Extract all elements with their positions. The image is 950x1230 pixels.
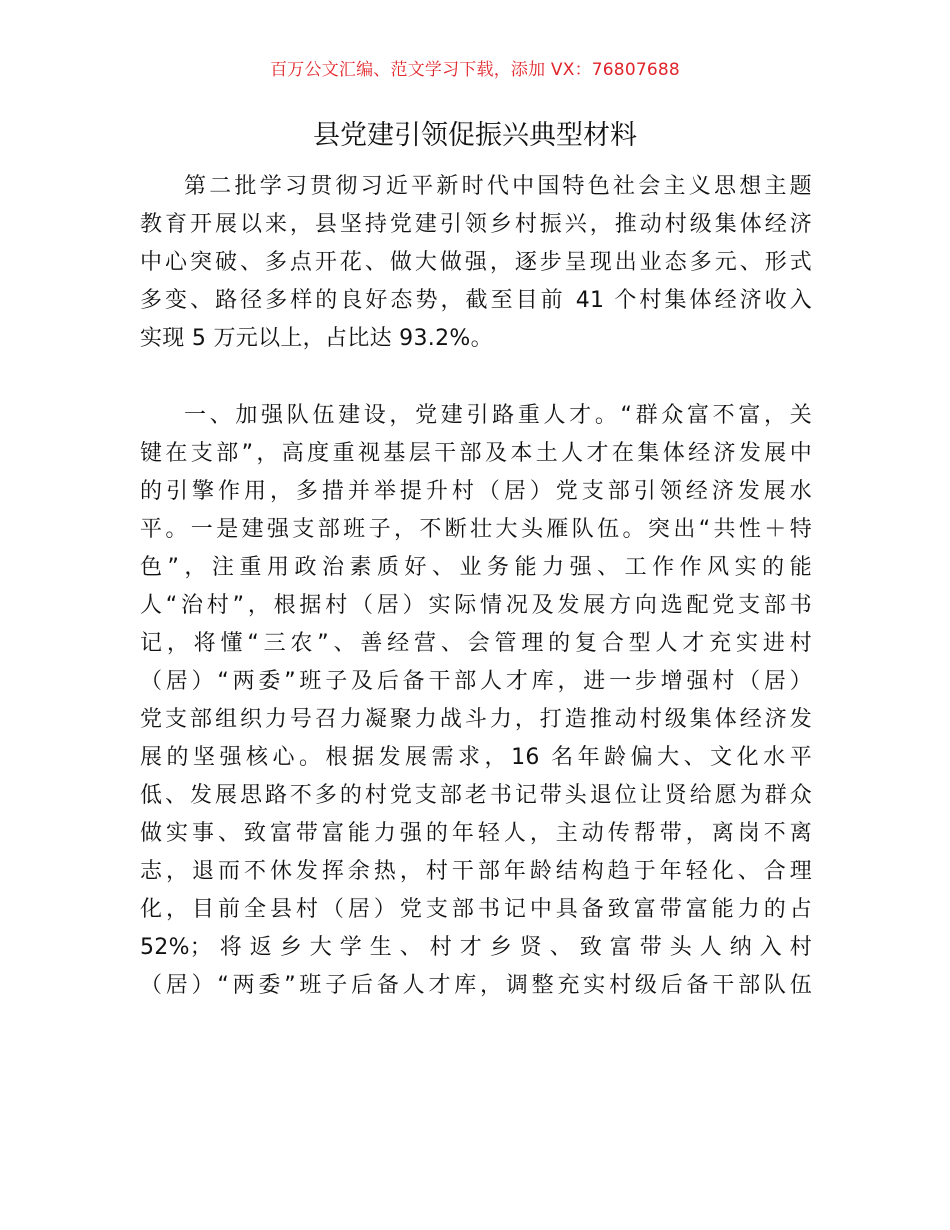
document-title: 县党建引领促振兴典型材料 (313, 120, 637, 151)
text-line: 平。一是建强支部班子，不断壮大头雁队伍。突出“共性＋特 (140, 517, 812, 542)
text-line: 低、发展思路不多的村党支部老书记带头退位让贤给愿为群众 (140, 783, 812, 808)
text-line: 做实事、致富带富能力强的年轻人，主动传帮带，离岗不离 (140, 821, 812, 846)
watermark-header: 百万公文汇编、范文学习下载，添加 VX：76807688 (270, 60, 680, 80)
paragraph-section-one (140, 397, 812, 1005)
text-line: 志，退而不休发挥余热，村干部年龄结构趋于年轻化、合理 (140, 859, 812, 884)
text-line: （居）“两委”班子后备人才库，调整充实村级后备干部队伍 (140, 973, 812, 998)
text-line: 展的坚强核心。根据发展需求，16 名年龄偏大、文化水平 (140, 745, 812, 770)
text-line: 中心突破、多点开花、做大做强，逐步呈现出业态多元、形式 (140, 250, 812, 275)
text-line: 记，将懂“三农”、善经营、会管理的复合型人才充实进村 (140, 631, 812, 656)
text-line: 色”，注重用政治素质好、业务能力强、工作作风实的能 (140, 555, 812, 580)
text-line: 教育开展以来，县坚持党建引领乡村振兴，推动村级集体经济 (140, 212, 812, 237)
text-line: 第二批学习贯彻习近平新时代中国特色社会主义思想主题 (184, 174, 812, 199)
text-line: 键在支部”，高度重视基层干部及本土人才在集体经济发展中 (140, 441, 812, 466)
text-line: 的引擎作用，多措并举提升村（居）党支部引领经济发展水 (140, 479, 812, 504)
text-line: 党支部组织力号召力凝聚力战斗力，打造推动村级集体经济发 (140, 707, 812, 732)
text-line: 化，目前全县村（居）党支部书记中具备致富带富能力的占 (140, 897, 812, 922)
text-line: 多变、路径多样的良好态势，截至目前 41 个村集体经济收入 (140, 288, 812, 313)
text-line: 52%；将返乡大学生、村才乡贤、致富带头人纳入村 (140, 935, 812, 960)
paragraph-intro (140, 168, 812, 358)
text-line: 实现 5 万元以上，占比达 93.2%。 (140, 326, 493, 351)
text-line: （居）“两委”班子及后备干部人才库，进一步增强村（居） (140, 669, 812, 694)
text-line: 一、加强队伍建设，党建引路重人才。“群众富不富，关 (184, 403, 812, 428)
text-line: 人“治村”，根据村（居）实际情况及发展方向选配党支部书 (140, 593, 812, 618)
